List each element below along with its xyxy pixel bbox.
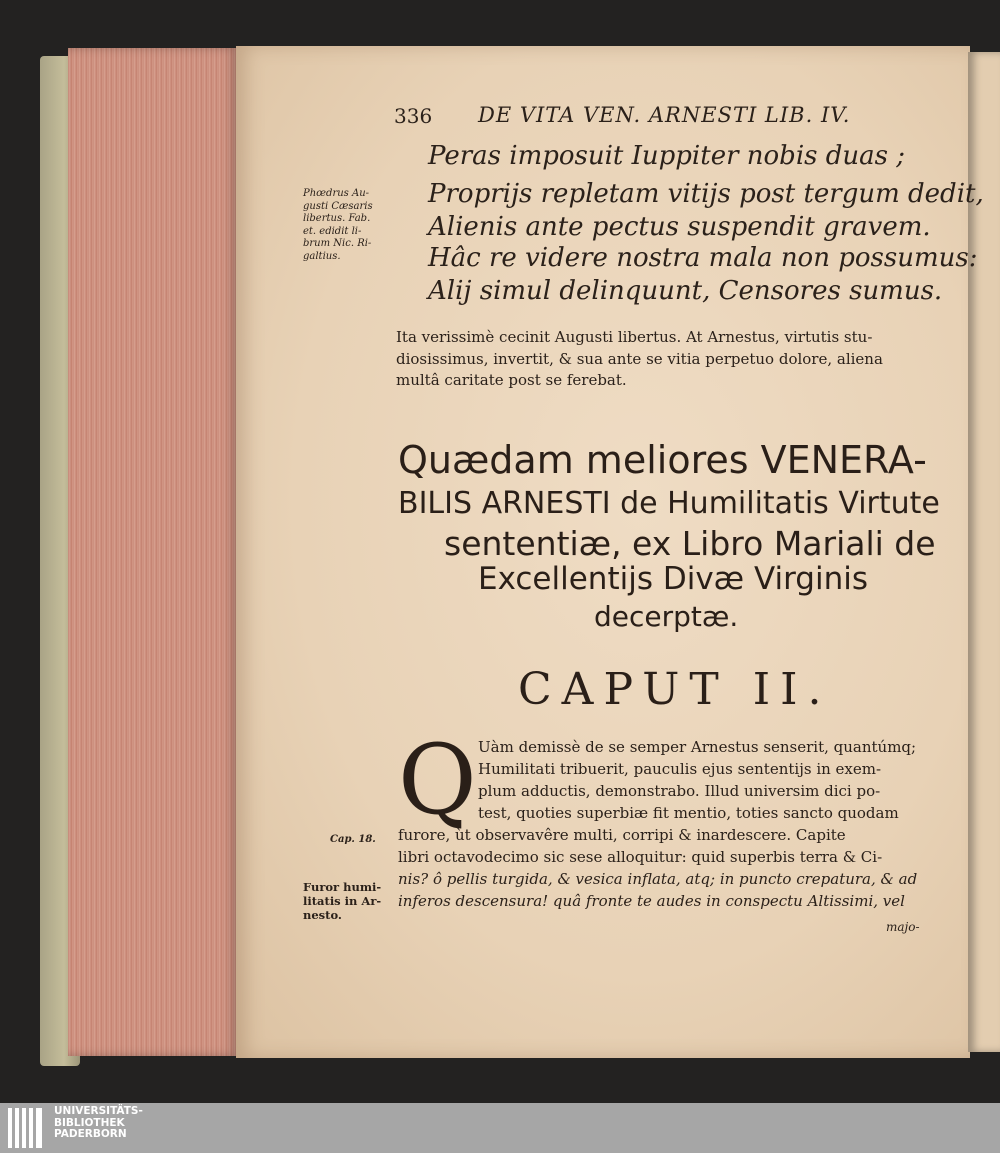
section-title-line: BILIS ARNESTI de Humilitatis Virtute: [398, 486, 940, 521]
text-line: Uàm demissè de se semper Arnestus senserit, quantúmq;: [478, 738, 917, 756]
paragraph: [396, 327, 883, 392]
library-name: [54, 1106, 143, 1141]
verse-line: Proprijs repletam vitijs post tergum dedit,: [428, 179, 984, 209]
margin-note-line: libertus. Fab.: [303, 213, 371, 224]
verse-line: Alij simul delinquunt, Censores sumus.: [428, 276, 943, 306]
margin-note-line: Furor humi-: [303, 880, 382, 894]
text-line: inferos descensura! quâ fronte te audes in conspectu Altissimi, vel: [398, 892, 905, 910]
library-logo-icon: [8, 1108, 46, 1148]
text-line: nis? ô pellis turgida, & vesica inflata, atq; in puncto crepatura, & ad: [398, 870, 918, 888]
margin-note: [303, 880, 381, 922]
text-line: multâ caritate post se ferebat.: [396, 371, 627, 389]
library-footer-bar: [0, 1103, 1000, 1153]
library-name-line: UNIVERSITÄTS-: [54, 1105, 143, 1117]
text-line: Ita verissimè cecinit Augusti libertus. At Arnestus, virtutis stu-: [396, 328, 873, 346]
text-line: test, quoties superbiæ fit mentio, toties sancto quodam: [478, 804, 899, 822]
text-line: Humilitati tribuerit, pauculis ejus sententijs in exem-: [478, 760, 882, 778]
margin-note-line: et. edidit li-: [303, 225, 362, 237]
running-title: DE VITA VEN. ARNESTI LIB. IV.: [478, 103, 851, 127]
section-title-line: Quædam meliores VENERA-: [398, 438, 927, 482]
section-title-line: sententiæ, ex Libro Mariali de: [444, 524, 936, 563]
text-line: plum adductis, demonstrabo. Illud universim dici po-: [478, 782, 881, 800]
library-name-line: PADERBORN: [54, 1128, 127, 1140]
library-name-line: BIBLIOTHEK: [54, 1116, 125, 1129]
margin-note-line: gusti Cæsaris: [303, 200, 373, 212]
verse-line: Peras imposuit Iuppiter nobis duas ;: [428, 141, 906, 171]
verse-line: Hâc re videre nostra mala non possumus:: [428, 243, 978, 273]
verse-line: Alienis ante pectus suspendit gravem.: [428, 212, 931, 242]
page-edges: [68, 48, 238, 1056]
margin-note: [303, 188, 373, 263]
margin-note-line: nesto.: [303, 908, 342, 922]
section-title-line: decerptæ.: [594, 600, 739, 633]
margin-note-line: litatis in Ar-: [303, 894, 382, 908]
page-number: 336: [394, 104, 433, 128]
text-line: furore, ùt observavêre multi, corripi & inardescere. Capite: [398, 826, 846, 844]
margin-note: Cap. 18.: [330, 834, 376, 845]
section-title-line: Excellentijs Divæ Virginis: [478, 561, 868, 597]
drop-cap: Q: [398, 724, 477, 836]
margin-note-line: Phœdrus Au-: [303, 188, 370, 199]
text-line: diosissimus, invertit, & sua ante se vitia perpetuo dolore, aliena: [396, 349, 883, 368]
margin-note-line: galtius.: [303, 250, 341, 262]
chapter-heading: CAPUT II.: [518, 664, 832, 715]
margin-note-line: brum Nic. Ri-: [303, 238, 372, 249]
catchword: majo-: [886, 920, 920, 934]
text-line: libri octavodecimo sic sese alloquitur: quid superbis terra & Ci-: [398, 848, 883, 866]
